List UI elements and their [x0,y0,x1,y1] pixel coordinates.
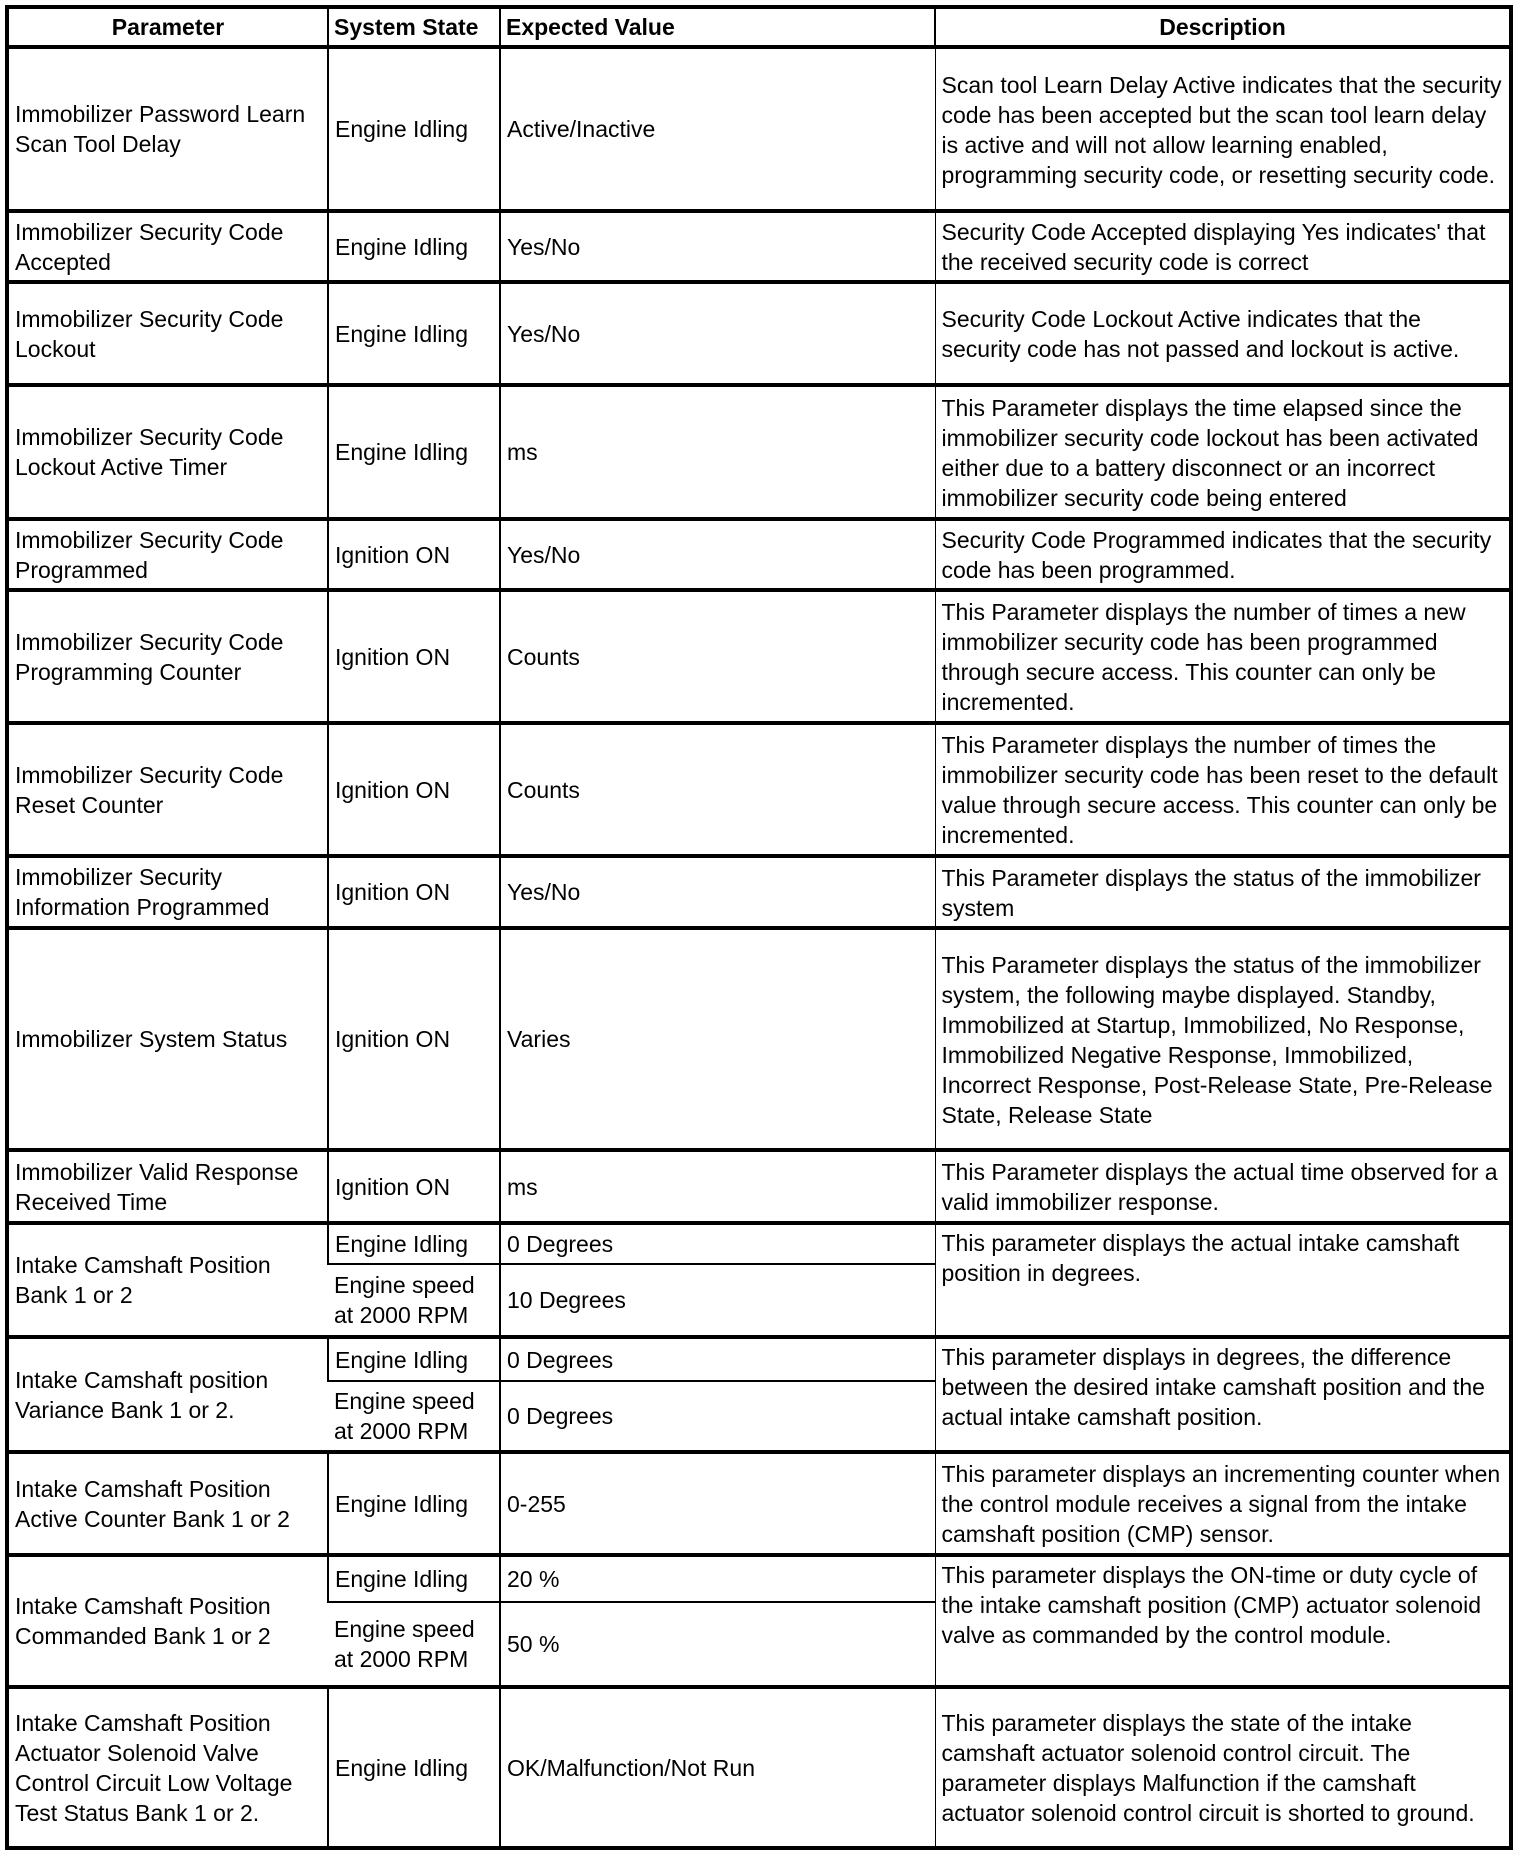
system-state-cell: Ignition ON [328,856,500,928]
parameter-cell: Intake Camshaft position Variance Bank 1 or 2. [7,1337,328,1452]
system-state-cell: Engine Idling [328,1223,500,1264]
expected-value-cell: Yes/No [500,519,935,590]
parameter-cell: Immobilizer Security Code Programming Counter [7,590,328,723]
expected-value-cell: 50 % [500,1602,935,1687]
description-cell: This Parameter displays the actual time observed for a valid immobilizer response. [935,1150,1511,1223]
table-row [7,928,1511,1150]
expected-value-cell: ms [500,385,935,519]
expected-value-cell: Yes/No [500,856,935,928]
expected-value-cell: 0 Degrees [500,1337,935,1381]
system-state-cell: Engine Idling [328,1337,500,1381]
expected-value-cell: Yes/No [500,211,935,282]
system-state-cell: Engine Idling [328,1687,500,1848]
system-state-cell: Engine Idling [328,47,500,211]
description-cell: Scan tool Learn Delay Active indicates that the security code has been accepted but the scan tool learn delay is active and will not allow learning enabled, programming security code, or resetting security code. [935,47,1511,211]
parameter-cell: Immobilizer System Status [7,928,328,1150]
table-row [7,385,1511,519]
description-cell: This parameter displays in degrees, the difference between the desired intake camshaft position and the actual intake camshaft position. [935,1337,1511,1452]
system-state-cell: Engine Idling [328,1555,500,1602]
header-row [7,7,1511,47]
system-state-cell: Engine speed at 2000 RPM [328,1381,500,1452]
system-state-cell: Engine Idling [328,385,500,519]
table-row [7,1150,1511,1223]
system-state-cell: Engine Idling [328,211,500,282]
table-row [7,1687,1511,1848]
parameter-cell: Intake Camshaft Position Active Counter Bank 1 or 2 [7,1452,328,1555]
description-cell: Security Code Accepted displaying Yes indicates' that the received security code is correct [935,211,1511,282]
expected-value-cell: 20 % [500,1555,935,1602]
parameter-cell: Intake Camshaft Position Bank 1 or 2 [7,1223,328,1337]
expected-value-cell: Counts [500,723,935,856]
description-cell: This Parameter displays the time elapsed since the immobilizer security code lockout has been activated either due to a battery disconnect or an incorrect immobilizer security code being entered [935,385,1511,519]
parameter-cell: Immobilizer Security Code Lockout [7,282,328,385]
header-system-state: System State [328,7,500,47]
description-cell: This Parameter displays the number of times the immobilizer security code has been reset to the default value through secure access. This counter can only be incremented. [935,723,1511,856]
table-row [7,1337,1511,1381]
header-description: Description [935,7,1511,47]
table-row [7,856,1511,928]
system-state-cell: Engine Idling [328,282,500,385]
expected-value-cell: Counts [500,590,935,723]
parameter-cell: Immobilizer Security Information Programmed [7,856,328,928]
table-row [7,1223,1511,1264]
system-state-cell: Engine Idling [328,1452,500,1555]
expected-value-cell: Yes/No [500,282,935,385]
table-row [7,1555,1511,1602]
parameter-cell: Immobilizer Security Code Accepted [7,211,328,282]
description-cell: This Parameter displays the status of the immobilizer system [935,856,1511,928]
expected-value-cell: 0 Degrees [500,1381,935,1452]
description-cell: Security Code Programmed indicates that the security code has been programmed. [935,519,1511,590]
table-row [7,211,1511,282]
description-cell: This parameter displays an incrementing counter when the control module receives a signal from the intake camshaft position (CMP) sensor. [935,1452,1511,1555]
table-row [7,519,1511,590]
table-row [7,1452,1511,1555]
parameter-cell: Immobilizer Password Learn Scan Tool Delay [7,47,328,211]
table-row [7,723,1511,856]
expected-value-cell: Active/Inactive [500,47,935,211]
expected-value-cell: 10 Degrees [500,1264,935,1337]
system-state-cell: Ignition ON [328,928,500,1150]
parameter-table [5,5,1513,1850]
description-cell: This parameter displays the actual intake camshaft position in degrees. [935,1223,1511,1337]
description-cell: This Parameter displays the number of times a new immobilizer security code has been programmed through secure access. This counter can only be incremented. [935,590,1511,723]
parameter-cell: Immobilizer Security Code Lockout Active Timer [7,385,328,519]
parameter-cell: Immobilizer Security Code Reset Counter [7,723,328,856]
table-row [7,590,1511,723]
parameter-cell: Intake Camshaft Position Commanded Bank 1 or 2 [7,1555,328,1687]
expected-value-cell: 0-255 [500,1452,935,1555]
description-cell: Security Code Lockout Active indicates that the security code has not passed and lockout is active. [935,282,1511,385]
expected-value-cell: Varies [500,928,935,1150]
system-state-cell: Ignition ON [328,1150,500,1223]
table-row [7,47,1511,211]
table-body [7,47,1511,1848]
expected-value-cell: ms [500,1150,935,1223]
parameter-cell: Intake Camshaft Position Actuator Solenoid Valve Control Circuit Low Voltage Test Status Bank 1 or 2. [7,1687,328,1848]
description-cell: This parameter displays the state of the intake camshaft actuator solenoid control circuit. The parameter displays Malfunction if the camshaft actuator solenoid control circuit is shorted to ground. [935,1687,1511,1848]
expected-value-cell: OK/Malfunction/Not Run [500,1687,935,1848]
system-state-cell: Engine speed at 2000 RPM [328,1264,500,1337]
table-header [7,7,1511,47]
expected-value-cell: 0 Degrees [500,1223,935,1264]
system-state-cell: Ignition ON [328,590,500,723]
system-state-cell: Ignition ON [328,519,500,590]
header-parameter: Parameter [7,7,328,47]
header-expected-value: Expected Value [500,7,935,47]
system-state-cell: Engine speed at 2000 RPM [328,1602,500,1687]
description-cell: This Parameter displays the status of the immobilizer system, the following maybe displayed. Standby, Immobilized at Startup, Immobilized, No Response, Immobilized Negative Response, Immobilized, Incorrect Response, Post-Release State, Pre-Release State, Release State [935,928,1511,1150]
table-row [7,282,1511,385]
description-cell: This parameter displays the ON-time or duty cycle of the intake camshaft position (CMP) actuator solenoid valve as commanded by the control module. [935,1555,1511,1687]
system-state-cell: Ignition ON [328,723,500,856]
parameter-cell: Immobilizer Security Code Programmed [7,519,328,590]
parameter-cell: Immobilizer Valid Response Received Time [7,1150,328,1223]
